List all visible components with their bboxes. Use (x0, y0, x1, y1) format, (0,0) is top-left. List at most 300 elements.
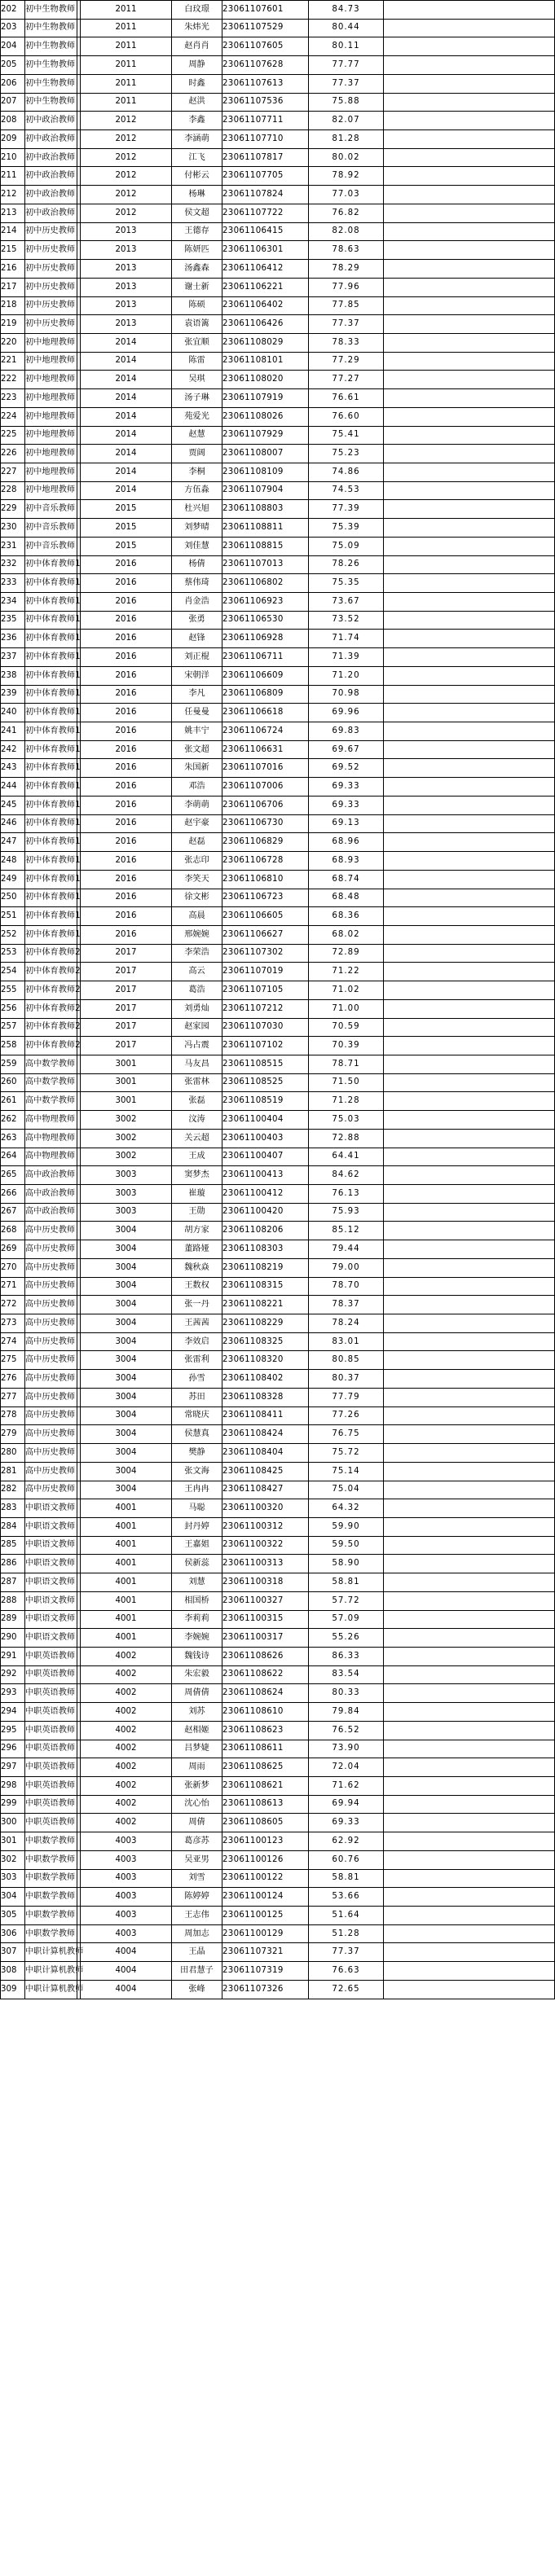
ticket-number-cell: 23061108519 (222, 1092, 309, 1111)
table-row (1, 1869, 555, 1888)
row-number-cell: 300 (1, 1814, 25, 1832)
post-code-cell: 2014 (81, 371, 172, 389)
row-number-cell: 206 (1, 74, 25, 93)
score-cell: 78.70 (309, 1277, 384, 1296)
blank-cell (384, 1296, 555, 1314)
post-name-cell: 初中体育教师1 (25, 611, 77, 630)
blank-cell (384, 1665, 555, 1684)
score-cell: 76.60 (309, 407, 384, 426)
table-row (1, 1943, 555, 1962)
blank-cell (384, 1037, 555, 1055)
blank-cell (384, 1943, 555, 1962)
score-cell: 71.00 (309, 999, 384, 1018)
candidate-name-cell: 周倩倩 (172, 1684, 222, 1703)
score-cell: 82.07 (309, 112, 384, 130)
candidate-name-cell: 邓浩 (172, 778, 222, 796)
ticket-number-cell: 23061107628 (222, 56, 309, 75)
ticket-number-cell: 23061106301 (222, 241, 309, 260)
table-row (1, 1721, 555, 1740)
post-code-cell: 2016 (81, 593, 172, 612)
ticket-number-cell: 23061106605 (222, 907, 309, 926)
post-code-cell: 2013 (81, 315, 172, 334)
blank-cell (384, 1222, 555, 1240)
blank-cell (384, 186, 555, 204)
ticket-number-cell: 23061106809 (222, 685, 309, 704)
table-row (1, 56, 555, 75)
score-cell: 71.39 (309, 648, 384, 667)
table-row (1, 1684, 555, 1703)
table-row (1, 1258, 555, 1277)
candidate-name-cell: 江飞 (172, 148, 222, 167)
blank-cell (384, 389, 555, 408)
blank-cell (384, 925, 555, 944)
post-name-cell: 初中地理教师 (25, 445, 77, 463)
ticket-number-cell: 23061108525 (222, 1073, 309, 1092)
candidate-name-cell: 张一丹 (172, 1296, 222, 1314)
post-code-cell: 4002 (81, 1740, 172, 1758)
ticket-number-cell: 23061100327 (222, 1591, 309, 1610)
post-name-cell: 中职英语教师 (25, 1795, 77, 1814)
table-row (1, 371, 555, 389)
table-row (1, 186, 555, 204)
table-row (1, 260, 555, 279)
post-code-cell: 4001 (81, 1591, 172, 1610)
blank-cell (384, 574, 555, 593)
ticket-number-cell: 23061100404 (222, 1111, 309, 1130)
post-name-cell: 初中体育教师1 (25, 778, 77, 796)
post-name-cell: 初中音乐教师 (25, 537, 77, 555)
blank-cell (384, 1980, 555, 1999)
candidate-name-cell: 任曼曼 (172, 704, 222, 722)
row-number-cell: 286 (1, 1555, 25, 1573)
candidate-name-cell: 赵肖肖 (172, 37, 222, 56)
ticket-number-cell: 23061106928 (222, 630, 309, 648)
table-row (1, 1296, 555, 1314)
table-row (1, 1444, 555, 1463)
post-code-cell: 2017 (81, 981, 172, 1000)
post-code-cell: 2014 (81, 463, 172, 481)
score-cell: 76.52 (309, 1721, 384, 1740)
candidate-name-cell: 李荣浩 (172, 944, 222, 963)
table-row (1, 1277, 555, 1296)
post-code-cell: 4002 (81, 1758, 172, 1777)
score-cell: 72.89 (309, 944, 384, 963)
post-code-cell: 2015 (81, 500, 172, 519)
table-row (1, 1814, 555, 1832)
candidate-name-cell: 杜兴旭 (172, 500, 222, 519)
candidate-name-cell: 朱国新 (172, 759, 222, 778)
score-cell: 76.82 (309, 204, 384, 222)
blank-cell (384, 1555, 555, 1573)
table-row (1, 352, 555, 371)
row-number-cell: 264 (1, 1148, 25, 1166)
score-cell: 59.50 (309, 1536, 384, 1555)
row-number-cell: 285 (1, 1536, 25, 1555)
post-code-cell: 4002 (81, 1721, 172, 1740)
row-number-cell: 243 (1, 759, 25, 778)
post-code-cell: 2015 (81, 519, 172, 538)
table-row (1, 167, 555, 186)
ticket-number-cell: 23061108811 (222, 519, 309, 538)
blank-cell (384, 1148, 555, 1166)
post-name-cell: 初中体育教师1 (25, 833, 77, 852)
ticket-number-cell: 23061108325 (222, 1332, 309, 1351)
row-number-cell: 267 (1, 1203, 25, 1222)
score-cell: 75.35 (309, 574, 384, 593)
table-row (1, 37, 555, 56)
ticket-number-cell: 23061108621 (222, 1777, 309, 1796)
post-code-cell: 4003 (81, 1869, 172, 1888)
post-name-cell: 初中历史教师 (25, 296, 77, 315)
post-code-cell: 2017 (81, 999, 172, 1018)
blank-cell (384, 630, 555, 648)
ticket-number-cell: 23061106609 (222, 666, 309, 685)
row-number-cell: 307 (1, 1943, 25, 1962)
candidate-name-cell: 李桐 (172, 463, 222, 481)
blank-cell (384, 1740, 555, 1758)
table-row (1, 93, 555, 112)
row-number-cell: 276 (1, 1370, 25, 1389)
row-number-cell: 215 (1, 241, 25, 260)
post-code-cell: 2016 (81, 796, 172, 814)
ticket-number-cell: 23061107904 (222, 481, 309, 500)
row-number-cell: 211 (1, 167, 25, 186)
score-cell: 78.33 (309, 333, 384, 352)
blank-cell (384, 1536, 555, 1555)
table-row (1, 1481, 555, 1499)
score-cell: 73.67 (309, 593, 384, 612)
post-name-cell: 初中体育教师1 (25, 814, 77, 833)
score-cell: 77.03 (309, 186, 384, 204)
post-code-cell: 2013 (81, 296, 172, 315)
row-number-cell: 254 (1, 963, 25, 981)
ticket-number-cell: 23061100315 (222, 1610, 309, 1629)
post-code-cell: 3004 (81, 1296, 172, 1314)
blank-cell (384, 93, 555, 112)
post-name-cell: 初中政治教师 (25, 186, 77, 204)
post-code-cell: 2016 (81, 611, 172, 630)
table-row (1, 204, 555, 222)
ticket-number-cell: 23061108625 (222, 1758, 309, 1777)
blank-cell (384, 1517, 555, 1536)
blank-cell (384, 1073, 555, 1092)
blank-cell (384, 1684, 555, 1703)
post-code-cell: 2016 (81, 630, 172, 648)
post-code-cell: 4002 (81, 1703, 172, 1722)
row-number-cell: 224 (1, 407, 25, 426)
candidate-name-cell: 周雨 (172, 1758, 222, 1777)
row-number-cell: 256 (1, 999, 25, 1018)
score-cell: 70.59 (309, 1018, 384, 1037)
ticket-number-cell: 23061108328 (222, 1388, 309, 1406)
row-number-cell: 247 (1, 833, 25, 852)
candidate-name-cell: 高云 (172, 963, 222, 981)
candidate-name-cell: 汶涛 (172, 1111, 222, 1130)
table-row (1, 296, 555, 315)
row-number-cell: 272 (1, 1296, 25, 1314)
score-cell: 68.96 (309, 833, 384, 852)
candidate-name-cell: 张文超 (172, 740, 222, 759)
post-name-cell: 中职语文教师 (25, 1517, 77, 1536)
candidate-name-cell: 张雷利 (172, 1351, 222, 1370)
post-code-cell: 4002 (81, 1684, 172, 1703)
score-cell: 64.41 (309, 1148, 384, 1166)
blank-cell (384, 352, 555, 371)
candidate-name-cell: 沈心怡 (172, 1795, 222, 1814)
score-cell: 69.96 (309, 704, 384, 722)
post-name-cell: 初中体育教师1 (25, 907, 77, 926)
table-row (1, 963, 555, 981)
row-number-cell: 236 (1, 630, 25, 648)
blank-cell (384, 1499, 555, 1518)
post-name-cell: 高中物理教师 (25, 1148, 77, 1166)
post-name-cell: 高中数学教师 (25, 1073, 77, 1092)
post-name-cell: 初中体育教师1 (25, 648, 77, 667)
blank-cell (384, 1055, 555, 1073)
row-number-cell: 246 (1, 814, 25, 833)
ticket-number-cell: 23061108815 (222, 537, 309, 555)
score-cell: 77.37 (309, 1943, 384, 1962)
blank-cell (384, 704, 555, 722)
ticket-number-cell: 23061107019 (222, 963, 309, 981)
post-name-cell: 中职语文教师 (25, 1499, 77, 1518)
table-row (1, 1092, 555, 1111)
table-row (1, 519, 555, 538)
post-code-cell: 2011 (81, 37, 172, 56)
candidate-name-cell: 杨琳 (172, 186, 222, 204)
candidate-name-cell: 田君慧子 (172, 1962, 222, 1981)
table-row (1, 1907, 555, 1925)
post-name-cell: 初中政治教师 (25, 204, 77, 222)
score-cell: 75.72 (309, 1444, 384, 1463)
post-name-cell: 高中历史教师 (25, 1222, 77, 1240)
table-row (1, 1240, 555, 1259)
post-name-cell: 初中体育教师1 (25, 593, 77, 612)
blank-cell (384, 1018, 555, 1037)
blank-cell (384, 889, 555, 907)
post-name-cell: 初中地理教师 (25, 481, 77, 500)
row-number-cell: 261 (1, 1092, 25, 1111)
score-cell: 58.81 (309, 1573, 384, 1592)
post-name-cell: 初中历史教师 (25, 278, 77, 296)
post-code-cell: 3004 (81, 1277, 172, 1296)
ticket-number-cell: 23061108626 (222, 1647, 309, 1665)
post-code-cell: 2016 (81, 907, 172, 926)
score-cell: 74.86 (309, 463, 384, 481)
ticket-number-cell: 23061106530 (222, 611, 309, 630)
ticket-number-cell: 23061107326 (222, 1980, 309, 1999)
candidate-name-cell: 时鑫 (172, 74, 222, 93)
row-number-cell: 235 (1, 611, 25, 630)
ticket-number-cell: 23061106631 (222, 740, 309, 759)
candidate-name-cell: 魏钱诗 (172, 1647, 222, 1665)
post-code-cell: 2016 (81, 814, 172, 833)
candidate-name-cell: 高晨 (172, 907, 222, 926)
score-cell: 69.33 (309, 1814, 384, 1832)
candidate-name-cell: 赵宇豪 (172, 814, 222, 833)
row-number-cell: 278 (1, 1406, 25, 1425)
score-cell: 77.37 (309, 74, 384, 93)
table-row (1, 1777, 555, 1796)
candidate-name-cell: 侯慧真 (172, 1425, 222, 1444)
score-cell: 70.39 (309, 1037, 384, 1055)
score-cell: 77.27 (309, 371, 384, 389)
row-number-cell: 220 (1, 333, 25, 352)
score-cell: 57.09 (309, 1610, 384, 1629)
post-name-cell: 初中地理教师 (25, 407, 77, 426)
candidate-name-cell: 赵相姬 (172, 1721, 222, 1740)
ticket-number-cell: 23061108221 (222, 1296, 309, 1314)
ticket-number-cell: 23061100317 (222, 1629, 309, 1648)
blank-cell (384, 1111, 555, 1130)
row-number-cell: 262 (1, 1111, 25, 1130)
blank-cell (384, 1258, 555, 1277)
post-name-cell: 初中体育教师2 (25, 981, 77, 1000)
ticket-number-cell: 23061108020 (222, 371, 309, 389)
table-row (1, 537, 555, 555)
candidate-name-cell: 陈硕 (172, 296, 222, 315)
score-cell: 77.77 (309, 56, 384, 75)
post-name-cell: 初中体育教师1 (25, 889, 77, 907)
table-row (1, 1573, 555, 1592)
score-cell: 69.83 (309, 722, 384, 741)
blank-cell (384, 148, 555, 167)
blank-cell (384, 1869, 555, 1888)
candidate-name-cell: 葛彦苏 (172, 1832, 222, 1851)
post-name-cell: 初中体育教师1 (25, 925, 77, 944)
table-row (1, 500, 555, 519)
score-cell: 78.26 (309, 555, 384, 574)
row-number-cell: 226 (1, 445, 25, 463)
post-name-cell: 初中体育教师1 (25, 666, 77, 685)
blank-cell (384, 722, 555, 741)
post-code-cell: 2016 (81, 833, 172, 852)
ticket-number-cell: 23061106923 (222, 593, 309, 612)
post-name-cell: 中职语文教师 (25, 1591, 77, 1610)
table-row (1, 1425, 555, 1444)
post-code-cell: 4001 (81, 1517, 172, 1536)
score-cell: 70.98 (309, 685, 384, 704)
score-cell: 76.75 (309, 1425, 384, 1444)
blank-cell (384, 1795, 555, 1814)
table-row (1, 593, 555, 612)
blank-cell (384, 1703, 555, 1722)
row-number-cell: 204 (1, 37, 25, 56)
blank-cell (384, 740, 555, 759)
ticket-number-cell: 23061106426 (222, 315, 309, 334)
blank-cell (384, 796, 555, 814)
candidate-name-cell: 宋朝洋 (172, 666, 222, 685)
post-code-cell: 3004 (81, 1222, 172, 1240)
blank-cell (384, 999, 555, 1018)
post-name-cell: 中职数学教师 (25, 1832, 77, 1851)
post-name-cell: 初中生物教师 (25, 37, 77, 56)
post-code-cell: 4002 (81, 1665, 172, 1684)
post-name-cell: 初中体育教师1 (25, 630, 77, 648)
post-name-cell: 初中体育教师2 (25, 1018, 77, 1037)
table-row (1, 1148, 555, 1166)
candidate-name-cell: 谢士新 (172, 278, 222, 296)
post-code-cell: 4002 (81, 1647, 172, 1665)
score-cell: 77.37 (309, 315, 384, 334)
post-name-cell: 高中历史教师 (25, 1296, 77, 1314)
table-row (1, 759, 555, 778)
row-number-cell: 242 (1, 740, 25, 759)
score-cell: 68.48 (309, 889, 384, 907)
ticket-number-cell: 23061106810 (222, 870, 309, 889)
row-number-cell: 227 (1, 463, 25, 481)
row-number-cell: 275 (1, 1351, 25, 1370)
candidate-name-cell: 袁语篱 (172, 315, 222, 334)
blank-cell (384, 593, 555, 612)
row-number-cell: 240 (1, 704, 25, 722)
blank-cell (384, 371, 555, 389)
post-name-cell: 初中历史教师 (25, 315, 77, 334)
post-name-cell: 高中历史教师 (25, 1332, 77, 1351)
post-code-cell: 3001 (81, 1092, 172, 1111)
score-cell: 76.13 (309, 1185, 384, 1204)
ticket-number-cell: 23061108029 (222, 333, 309, 352)
post-name-cell: 初中体育教师1 (25, 574, 77, 593)
candidate-name-cell: 陈婷婷 (172, 1888, 222, 1907)
row-number-cell: 216 (1, 260, 25, 279)
post-code-cell: 2016 (81, 555, 172, 574)
post-name-cell: 初中生物教师 (25, 56, 77, 75)
row-number-cell: 231 (1, 537, 25, 555)
post-code-cell: 2012 (81, 186, 172, 204)
post-code-cell: 3004 (81, 1406, 172, 1425)
score-cell: 79.00 (309, 1258, 384, 1277)
table-row (1, 1462, 555, 1481)
post-name-cell: 初中体育教师1 (25, 555, 77, 574)
post-code-cell: 2016 (81, 574, 172, 593)
post-name-cell: 中职英语教师 (25, 1684, 77, 1703)
table-row (1, 463, 555, 481)
post-code-cell: 4003 (81, 1907, 172, 1925)
table-row (1, 1129, 555, 1148)
table-row (1, 1924, 555, 1943)
post-code-cell: 4004 (81, 1943, 172, 1962)
row-number-cell: 209 (1, 130, 25, 149)
blank-cell (384, 833, 555, 852)
table-row (1, 833, 555, 852)
table-row (1, 796, 555, 814)
post-name-cell: 初中体育教师2 (25, 963, 77, 981)
candidate-name-cell: 赵慧 (172, 426, 222, 445)
candidate-name-cell: 杨倩 (172, 555, 222, 574)
row-number-cell: 282 (1, 1481, 25, 1499)
ticket-number-cell: 23061108610 (222, 1703, 309, 1722)
score-cell: 69.52 (309, 759, 384, 778)
ticket-number-cell: 23061108007 (222, 445, 309, 463)
ticket-number-cell: 23061107016 (222, 759, 309, 778)
post-code-cell: 4003 (81, 1888, 172, 1907)
post-code-cell: 2014 (81, 352, 172, 371)
post-code-cell: 4003 (81, 1924, 172, 1943)
ticket-number-cell: 23061100407 (222, 1148, 309, 1166)
score-cell: 73.90 (309, 1740, 384, 1758)
post-name-cell: 中职数学教师 (25, 1924, 77, 1943)
ticket-number-cell: 23061100122 (222, 1869, 309, 1888)
blank-cell (384, 407, 555, 426)
score-cell: 72.65 (309, 1980, 384, 1999)
score-cell: 59.90 (309, 1517, 384, 1536)
ticket-number-cell: 23061100126 (222, 1850, 309, 1869)
score-cell: 75.39 (309, 519, 384, 538)
post-name-cell: 初中体育教师2 (25, 944, 77, 963)
post-name-cell: 中职计算机教师 (25, 1980, 77, 1999)
table-row (1, 870, 555, 889)
